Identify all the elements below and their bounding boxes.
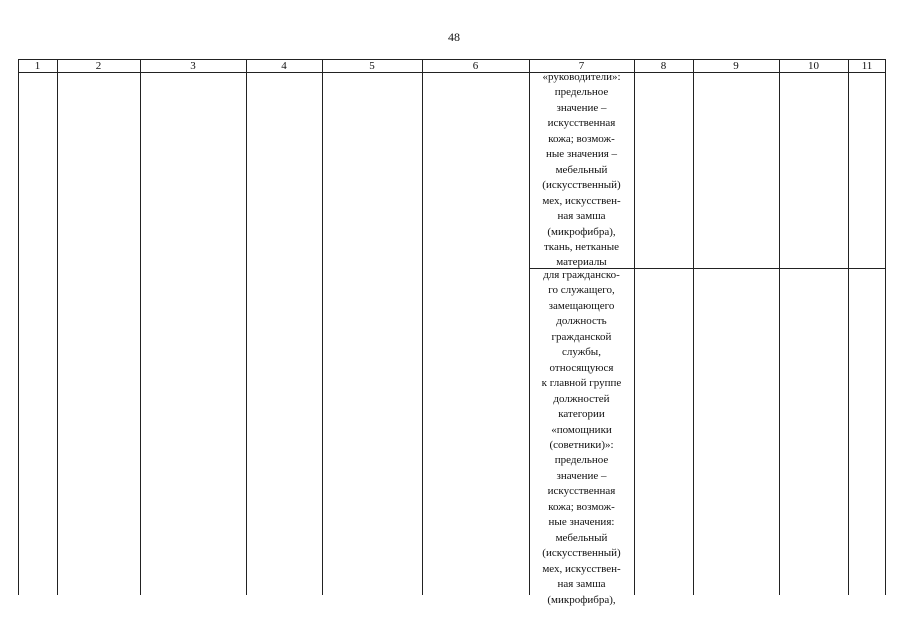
cell-line: замещающего [548, 299, 615, 312]
cell-line: (микрофибра), [547, 225, 616, 238]
cell-line: мебельный [555, 163, 608, 176]
cell-line: го служащего, [548, 284, 615, 297]
column-header-3: 3 [190, 60, 196, 72]
cell-line: (искусственный) [542, 547, 621, 560]
column-divider-8 [693, 59, 694, 595]
cell-line: кожа; возмож- [548, 500, 615, 513]
cell-line: (искусственный) [542, 179, 621, 192]
cell-line: гражданской [551, 330, 612, 343]
column7-cell-2 [529, 268, 634, 608]
column-divider-10 [848, 59, 849, 595]
column-header-10: 10 [808, 60, 819, 72]
cell-line: (советники)»: [549, 438, 614, 451]
cell-line: для гражданско- [543, 269, 620, 281]
cell-line: «руководители»: [542, 71, 621, 83]
cell-line: мех, искусствен- [542, 562, 621, 575]
cell-line: к главной группе [541, 377, 622, 390]
column-header-1: 1 [34, 60, 41, 72]
column-header-4: 4 [281, 60, 287, 72]
column-divider-9 [779, 59, 780, 595]
cell-line: искусственная [547, 485, 616, 498]
page-number: 48 [448, 30, 460, 44]
cell-line: ные значения – [545, 148, 618, 161]
cell-line: предельное [554, 454, 609, 467]
cell-line: значение – [556, 101, 607, 114]
cell-line: мех, искусствен- [542, 194, 621, 207]
cell-line: мебельный [555, 531, 608, 544]
column-header-2: 2 [95, 60, 102, 72]
column-divider-4 [322, 59, 323, 595]
cell-line: предельное [554, 86, 609, 99]
column-header-6: 6 [472, 60, 479, 72]
column-divider-3 [246, 59, 247, 595]
cell-line: ные значения: [548, 516, 615, 529]
cell-line: «помощники [551, 423, 612, 436]
column-header-11: 11 [861, 60, 873, 72]
cell-line: службы, [562, 346, 601, 359]
header-row-divider [18, 72, 886, 73]
table-frame [18, 59, 886, 595]
cell-line: относящуюся [549, 361, 614, 374]
column7-cell-1 [529, 70, 634, 271]
cell-line: ная замша [557, 210, 606, 223]
cell-line: ткань, нетканые [543, 240, 620, 253]
cell-line: категории [558, 408, 605, 421]
cell-line: кожа; возмож- [548, 132, 615, 145]
column-divider-1 [57, 59, 58, 595]
cell-line: (микрофибра), [547, 593, 616, 606]
column-header-9: 9 [733, 60, 739, 72]
column-header-8: 8 [660, 60, 667, 72]
cell-line: ная замша [557, 578, 606, 591]
column-divider-2 [140, 59, 141, 595]
cell-line: должность [556, 315, 607, 328]
column-header-7: 7 [578, 60, 585, 72]
cell-line: должностей [553, 392, 610, 405]
column-divider-5 [422, 59, 423, 595]
cell-line: материалы [556, 256, 607, 269]
cell-line: значение – [556, 469, 607, 482]
column-header-5: 5 [369, 60, 375, 72]
column-divider-7 [634, 59, 635, 595]
cell-line: искусственная [547, 117, 616, 130]
